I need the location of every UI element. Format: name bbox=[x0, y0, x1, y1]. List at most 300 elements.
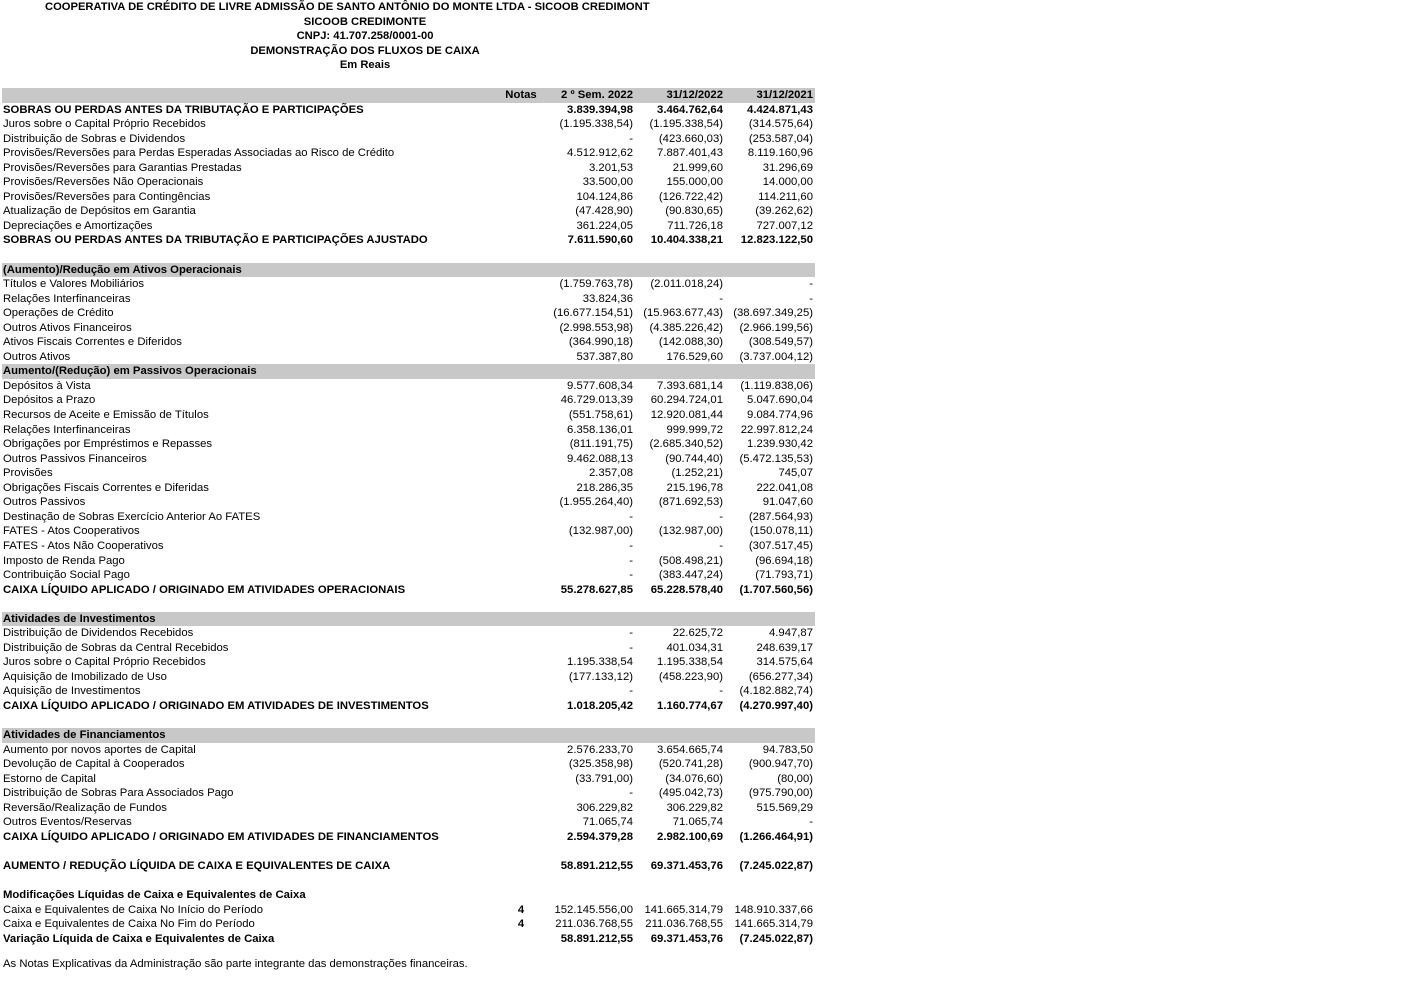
row-notes bbox=[501, 190, 541, 205]
row-value-2sem2022 bbox=[541, 263, 635, 278]
row-notes bbox=[501, 408, 541, 423]
report-currency: Em Reais bbox=[339, 59, 391, 71]
row-value-2sem2022: (33.791,00) bbox=[575, 772, 633, 785]
row-value-31-12-2021: (4.270.997,40) bbox=[739, 699, 813, 712]
row-value-31-12-2022: (2.011.018,24) bbox=[650, 278, 723, 291]
row-value-31-12-2022: (423.660,03) bbox=[658, 132, 723, 145]
row-value-31-12-2021: - bbox=[809, 816, 813, 829]
row-value-31-12-2022 bbox=[635, 844, 725, 859]
row-value-31-12-2022 bbox=[635, 364, 725, 379]
row-label: Obrigações por Empréstimos e Repasses bbox=[3, 438, 213, 451]
row-value-31-12-2022: (1.195.338,54) bbox=[649, 118, 723, 131]
row-label bbox=[2, 874, 501, 889]
row-value-2sem2022: 361.224,05 bbox=[576, 219, 633, 232]
row-label: Obrigações Fiscais Correntes e Diferidas bbox=[3, 481, 209, 494]
row-value-2sem2022: 4.512.912,62 bbox=[567, 147, 633, 160]
row-notes bbox=[501, 335, 541, 350]
row-notes bbox=[501, 117, 541, 132]
total-row bbox=[2, 932, 815, 947]
row-notes bbox=[501, 699, 541, 714]
row-value-2sem2022: (325.358,98) bbox=[568, 758, 633, 771]
row-notes bbox=[501, 597, 541, 612]
row-notes bbox=[501, 670, 541, 685]
row-value-31-12-2021 bbox=[725, 597, 815, 612]
row-value-31-12-2022: (34.076,60) bbox=[665, 772, 723, 785]
row-value-31-12-2022: 69.371.453,76 bbox=[650, 859, 723, 872]
row-value-31-12-2021: 1.239.930,42 bbox=[747, 438, 813, 451]
row-value-31-12-2022: 306.229,82 bbox=[666, 801, 723, 814]
row-notes bbox=[501, 815, 541, 830]
row-label: AUMENTO / REDUÇÃO LÍQUIDA DE CAIXA E EQUIVALENTES DE CAIXA bbox=[3, 859, 391, 872]
spacer-row bbox=[2, 714, 815, 729]
table-row bbox=[2, 190, 815, 205]
row-value-31-12-2022: 2.982.100,69 bbox=[657, 830, 723, 843]
row-label: Juros sobre o Capital Próprio Recebidos bbox=[3, 118, 206, 131]
row-value-31-12-2022 bbox=[635, 597, 725, 612]
row-notes bbox=[501, 743, 541, 758]
spacer-row bbox=[2, 248, 815, 263]
row-value-31-12-2022: 60.294.724,01 bbox=[650, 394, 723, 407]
row-value-31-12-2022 bbox=[635, 714, 725, 729]
footnote: As Notas Explicativas da Administração são parte integrante das demonstrações financeiras. bbox=[3, 958, 468, 970]
row-value-31-12-2022: 21.999,60 bbox=[672, 161, 723, 174]
row-value-31-12-2022: (1.252,21) bbox=[671, 467, 723, 480]
table-row bbox=[2, 917, 815, 932]
row-label: Reversão/Realização de Fundos bbox=[3, 801, 167, 814]
row-value-31-12-2022: (871.692,53) bbox=[658, 496, 723, 509]
row-value-31-12-2022: 7.393.681,14 bbox=[657, 379, 723, 392]
section-header-row bbox=[2, 612, 815, 627]
row-notes bbox=[501, 204, 541, 219]
row-notes bbox=[501, 292, 541, 307]
table-row bbox=[2, 219, 815, 234]
row-notes bbox=[501, 103, 541, 118]
row-label: Outros Passivos Financeiros bbox=[3, 452, 147, 465]
row-label: Destinação de Sobras Exercício Anterior Ao FATES bbox=[3, 510, 261, 523]
row-value-31-12-2022: (15.963.677,43) bbox=[643, 307, 723, 320]
total-row bbox=[2, 699, 815, 714]
row-value-31-12-2022: 12.920.081,44 bbox=[650, 409, 723, 422]
row-value-31-12-2022: 1.160.774,67 bbox=[657, 699, 723, 712]
row-value-2sem2022: - bbox=[629, 627, 633, 640]
table-row bbox=[2, 161, 815, 176]
row-value-2sem2022: 537.387,80 bbox=[576, 350, 633, 363]
row-value-2sem2022 bbox=[541, 597, 635, 612]
row-value-31-12-2022: 1.195.338,54 bbox=[657, 656, 723, 669]
row-value-31-12-2021: 727.007,12 bbox=[756, 219, 813, 232]
row-label: Caixa e Equivalentes de Caixa No Início do Período bbox=[3, 903, 263, 916]
section-header-row bbox=[2, 364, 815, 379]
table-row bbox=[2, 277, 815, 292]
row-value-31-12-2022: (4.385.226,42) bbox=[649, 321, 723, 334]
row-value-2sem2022: 46.729.013,39 bbox=[560, 394, 633, 407]
row-label: Aquisição de Imobilizado de Uso bbox=[3, 670, 167, 683]
row-notes: 4 bbox=[517, 903, 525, 916]
section-header-row bbox=[2, 263, 815, 278]
row-value-2sem2022 bbox=[541, 714, 635, 729]
row-value-2sem2022: 9.462.088,13 bbox=[567, 452, 633, 465]
row-value-31-12-2021: (80,00) bbox=[777, 772, 813, 785]
row-value-2sem2022: 2.357,08 bbox=[589, 467, 633, 480]
row-notes bbox=[501, 277, 541, 292]
row-label: FATES - Atos Cooperativos bbox=[3, 525, 140, 538]
row-label: Aquisição de Investimentos bbox=[3, 685, 141, 698]
row-label: Aumento/(Redução) em Passivos Operacionais bbox=[2, 364, 501, 379]
row-label: FATES - Atos Não Cooperativos bbox=[3, 539, 164, 552]
report-cnpj: CNPJ: 41.707.258/0001-00 bbox=[296, 30, 434, 42]
row-value-31-12-2022: (90.830,65) bbox=[665, 205, 723, 218]
row-notes bbox=[501, 786, 541, 801]
row-value-2sem2022: (16.677.154,51) bbox=[553, 307, 633, 320]
row-value-2sem2022: - bbox=[629, 569, 633, 582]
row-value-31-12-2021 bbox=[725, 888, 815, 903]
row-notes bbox=[501, 684, 541, 699]
row-value-31-12-2022: 211.036.768,55 bbox=[645, 918, 723, 931]
row-value-31-12-2022: - bbox=[719, 539, 723, 552]
header-notes: Notas bbox=[501, 88, 541, 103]
row-value-31-12-2022: (383.447,24) bbox=[658, 569, 723, 582]
row-value-31-12-2021: 314.575,64 bbox=[756, 656, 813, 669]
row-label: Relações Interfinanceiras bbox=[3, 292, 131, 305]
row-label: Provisões/Reversões Não Operacionais bbox=[3, 176, 204, 189]
row-value-31-12-2021: 22.997.812,24 bbox=[740, 423, 813, 436]
row-value-31-12-2021 bbox=[725, 728, 815, 743]
row-label bbox=[2, 248, 501, 263]
row-value-31-12-2022: - bbox=[719, 292, 723, 305]
row-value-31-12-2021: (900.947,70) bbox=[748, 758, 813, 771]
table-row bbox=[2, 350, 815, 365]
row-value-2sem2022: 3.201,53 bbox=[589, 161, 633, 174]
row-value-31-12-2022: (495.042,73) bbox=[658, 787, 723, 800]
row-value-2sem2022: (811.191,75) bbox=[569, 438, 633, 451]
row-value-31-12-2022: 7.887.401,43 bbox=[657, 147, 723, 160]
total-row bbox=[2, 830, 815, 845]
row-label: Atividades de Financiamentos bbox=[2, 728, 501, 743]
table-row bbox=[2, 641, 815, 656]
row-notes bbox=[501, 364, 541, 379]
spacer-row bbox=[2, 597, 815, 612]
row-value-31-12-2021 bbox=[725, 844, 815, 859]
row-value-31-12-2021: (314.575,64) bbox=[748, 118, 813, 131]
row-value-31-12-2021: 148.910.337,66 bbox=[734, 903, 813, 916]
row-label: Títulos e Valores Mobiliários bbox=[3, 278, 145, 291]
row-notes bbox=[501, 932, 541, 947]
row-notes bbox=[501, 641, 541, 656]
row-notes bbox=[501, 263, 541, 278]
row-value-31-12-2021: 31.296,69 bbox=[762, 161, 813, 174]
table-row bbox=[2, 292, 815, 307]
row-value-31-12-2022 bbox=[635, 874, 725, 889]
row-value-31-12-2022: 10.404.338,21 bbox=[650, 234, 723, 247]
row-notes bbox=[501, 161, 541, 176]
row-value-31-12-2021: 222.041,08 bbox=[756, 481, 813, 494]
row-value-31-12-2021: (96.694,18) bbox=[755, 554, 813, 567]
row-value-2sem2022: (132.987,00) bbox=[568, 525, 633, 538]
row-value-31-12-2022: - bbox=[719, 685, 723, 698]
spacer-row bbox=[2, 874, 815, 889]
row-value-2sem2022: 306.229,82 bbox=[576, 801, 633, 814]
row-value-2sem2022: - bbox=[629, 510, 633, 523]
table-row bbox=[2, 175, 815, 190]
table-row bbox=[2, 321, 815, 336]
row-value-2sem2022: 33.500,00 bbox=[582, 176, 633, 189]
row-label: Recursos de Aceite e Emissão de Títulos bbox=[3, 409, 209, 422]
row-value-31-12-2021: (7.245.022,87) bbox=[739, 932, 813, 945]
row-notes: 4 bbox=[517, 918, 525, 931]
row-value-31-12-2021: 5.047.690,04 bbox=[747, 394, 813, 407]
report-title: DEMONSTRAÇÃO DOS FLUXOS DE CAIXA bbox=[250, 44, 480, 57]
row-notes bbox=[501, 132, 541, 147]
row-notes bbox=[501, 495, 541, 510]
table-row bbox=[2, 132, 815, 147]
row-value-31-12-2021: 9.084.774,96 bbox=[747, 409, 813, 422]
row-notes bbox=[501, 510, 541, 525]
row-label: Atividades de Investimentos bbox=[2, 612, 501, 627]
row-value-2sem2022: - bbox=[629, 132, 633, 145]
row-notes bbox=[501, 874, 541, 889]
row-value-31-12-2021 bbox=[725, 612, 815, 627]
row-label: CAIXA LÍQUIDO APLICADO / ORIGINADO EM ATIVIDADES DE INVESTIMENTOS bbox=[3, 699, 429, 712]
row-value-31-12-2021: (308.549,57) bbox=[748, 336, 813, 349]
row-value-31-12-2022: (508.498,21) bbox=[658, 554, 723, 567]
row-value-31-12-2022: (520.741,28) bbox=[658, 758, 723, 771]
row-notes bbox=[501, 539, 541, 554]
row-value-2sem2022: (177.133,12) bbox=[568, 670, 633, 683]
row-value-2sem2022: - bbox=[629, 787, 633, 800]
row-value-31-12-2022: 711.726,18 bbox=[667, 219, 723, 232]
row-notes bbox=[501, 437, 541, 452]
row-label: Modificações Líquidas de Caixa e Equivalentes de Caixa bbox=[3, 889, 306, 902]
row-notes bbox=[501, 233, 541, 248]
row-value-2sem2022: (364.990,18) bbox=[568, 336, 633, 349]
row-value-31-12-2021: (656.277,34) bbox=[748, 670, 813, 683]
row-value-2sem2022: - bbox=[629, 685, 633, 698]
row-value-31-12-2022: 69.371.453,76 bbox=[650, 932, 723, 945]
row-notes bbox=[501, 393, 541, 408]
row-value-31-12-2022: 176.529,60 bbox=[666, 350, 723, 363]
row-value-2sem2022 bbox=[541, 248, 635, 263]
row-value-31-12-2021: 94.783,50 bbox=[762, 743, 813, 756]
row-value-31-12-2022 bbox=[635, 248, 725, 263]
table-row bbox=[2, 437, 815, 452]
row-label: Devolução de Capital à Cooperados bbox=[3, 758, 185, 771]
row-label: Juros sobre o Capital Próprio Recebidos bbox=[3, 656, 206, 669]
header-col-31-12-2021: 31/12/2021 bbox=[725, 88, 815, 103]
table-row bbox=[2, 539, 815, 554]
table-row bbox=[2, 204, 815, 219]
row-value-2sem2022 bbox=[541, 844, 635, 859]
row-label: Provisões/Reversões para Garantias Prestadas bbox=[3, 161, 242, 174]
row-notes bbox=[501, 466, 541, 481]
row-label: Operações de Crédito bbox=[3, 307, 114, 320]
table-row bbox=[2, 393, 815, 408]
report-company-name: COOPERATIVA DE CRÉDITO DE LIVRE ADMISSÃO DE SANTO ANTÔNIO DO MONTE LTDA - SICOOB CREDIMONT bbox=[45, 1, 650, 13]
row-notes bbox=[501, 612, 541, 627]
row-notes bbox=[501, 655, 541, 670]
row-value-31-12-2021: 91.047,60 bbox=[762, 496, 813, 509]
row-value-2sem2022: (1.955.264,40) bbox=[559, 496, 633, 509]
table-row bbox=[2, 466, 815, 481]
row-label: CAIXA LÍQUIDO APLICADO / ORIGINADO EM ATIVIDADES DE FINANCIAMENTOS bbox=[3, 830, 439, 843]
row-value-31-12-2021: (307.517,45) bbox=[748, 539, 813, 552]
row-value-2sem2022: 3.839.394,98 bbox=[567, 103, 633, 116]
row-value-31-12-2022: 401.034,31 bbox=[666, 641, 723, 654]
table-row bbox=[2, 757, 815, 772]
row-value-31-12-2021: 515.569,29 bbox=[756, 801, 813, 814]
row-value-31-12-2021: 114.211,60 bbox=[758, 190, 813, 203]
header-col-31-12-2022: 31/12/2022 bbox=[635, 88, 725, 103]
row-value-2sem2022 bbox=[541, 364, 635, 379]
header-label-cell bbox=[2, 88, 501, 103]
row-notes bbox=[501, 888, 541, 903]
header-col-2sem2022: 2 º Sem. 2022 bbox=[541, 88, 635, 103]
row-notes bbox=[501, 554, 541, 569]
row-value-31-12-2022: 999.999,72 bbox=[666, 423, 723, 436]
row-value-2sem2022: (2.998.553,98) bbox=[559, 321, 633, 334]
row-value-31-12-2021: (150.078,11) bbox=[749, 525, 813, 538]
row-label bbox=[2, 714, 501, 729]
row-value-31-12-2021: 12.823.122,50 bbox=[740, 234, 813, 247]
row-label: Contribuição Social Pago bbox=[3, 569, 130, 582]
row-label: Distribuição de Sobras da Central Recebidos bbox=[3, 641, 229, 654]
table-row bbox=[2, 655, 815, 670]
row-notes bbox=[501, 452, 541, 467]
row-label: CAIXA LÍQUIDO APLICADO / ORIGINADO EM ATIVIDADES OPERACIONAIS bbox=[3, 583, 406, 596]
row-value-31-12-2021: (39.262,62) bbox=[755, 205, 813, 218]
row-value-2sem2022: 218.286,35 bbox=[576, 481, 633, 494]
row-notes bbox=[501, 219, 541, 234]
row-value-31-12-2021: 745,07 bbox=[778, 467, 813, 480]
row-value-31-12-2022 bbox=[635, 728, 725, 743]
total-row bbox=[2, 888, 815, 903]
row-notes bbox=[501, 321, 541, 336]
row-value-31-12-2022 bbox=[635, 888, 725, 903]
row-value-31-12-2021 bbox=[725, 714, 815, 729]
row-notes bbox=[501, 350, 541, 365]
row-value-2sem2022: - bbox=[629, 641, 633, 654]
row-value-2sem2022 bbox=[541, 874, 635, 889]
row-label: Estorno de Capital bbox=[3, 772, 96, 785]
row-label: Outros Eventos/Reservas bbox=[3, 816, 132, 829]
row-value-31-12-2021: 4.947,87 bbox=[769, 627, 813, 640]
row-notes bbox=[501, 844, 541, 859]
row-value-31-12-2021: (3.737.004,12) bbox=[739, 350, 813, 363]
total-row bbox=[2, 233, 815, 248]
row-value-2sem2022: (1.195.338,54) bbox=[559, 118, 633, 131]
row-notes bbox=[501, 714, 541, 729]
row-value-31-12-2022: (2.685.340,52) bbox=[649, 438, 723, 451]
table-row bbox=[2, 481, 815, 496]
table-row bbox=[2, 903, 815, 918]
row-label: SOBRAS OU PERDAS ANTES DA TRIBUTAÇÃO E PARTICIPAÇÕES AJUSTADO bbox=[3, 234, 428, 247]
row-value-31-12-2021 bbox=[725, 364, 815, 379]
table-row bbox=[2, 670, 815, 685]
row-label: Atualização de Depósitos em Garantia bbox=[3, 205, 196, 218]
table-row bbox=[2, 423, 815, 438]
table-row bbox=[2, 684, 815, 699]
row-notes bbox=[501, 859, 541, 874]
row-notes bbox=[501, 175, 541, 190]
row-value-2sem2022: (551.758,61) bbox=[568, 409, 633, 422]
row-value-31-12-2022: 3.464.762,64 bbox=[657, 103, 723, 116]
row-notes bbox=[501, 830, 541, 845]
cash-flow-table bbox=[2, 88, 815, 946]
row-value-2sem2022: 58.891.212,55 bbox=[560, 932, 633, 945]
row-value-31-12-2021: 8.119.160,96 bbox=[747, 147, 813, 160]
row-notes bbox=[501, 481, 541, 496]
row-value-2sem2022: - bbox=[629, 539, 633, 552]
section-header-row bbox=[2, 728, 815, 743]
row-value-31-12-2022: 65.228.578,40 bbox=[650, 583, 723, 596]
row-label: (Aumento)/Redução em Ativos Operacionais bbox=[2, 263, 501, 278]
row-label: Provisões bbox=[3, 467, 53, 480]
table-row bbox=[2, 568, 815, 583]
row-notes bbox=[501, 583, 541, 598]
row-value-2sem2022: 1.018.205,42 bbox=[567, 699, 633, 712]
table-row bbox=[2, 801, 815, 816]
row-label: Depreciações e Amortizações bbox=[3, 219, 153, 232]
row-label: Provisões/Reversões para Perdas Esperadas Associadas ao Risco de Crédito bbox=[3, 147, 395, 160]
table-row bbox=[2, 452, 815, 467]
table-row bbox=[2, 408, 815, 423]
table-row bbox=[2, 815, 815, 830]
row-notes bbox=[501, 379, 541, 394]
row-label: Outros Ativos bbox=[3, 350, 71, 363]
table-row bbox=[2, 743, 815, 758]
row-label: Caixa e Equivalentes de Caixa No Fim do Período bbox=[3, 918, 255, 931]
total-row bbox=[2, 103, 815, 118]
row-label bbox=[2, 597, 501, 612]
row-label: Outros Ativos Financeiros bbox=[3, 321, 132, 334]
table-row bbox=[2, 786, 815, 801]
row-value-2sem2022: 9.577.608,34 bbox=[567, 379, 633, 392]
row-notes bbox=[501, 772, 541, 787]
row-value-31-12-2022: 141.665.314,79 bbox=[644, 903, 723, 916]
row-value-31-12-2021: - bbox=[809, 278, 813, 291]
row-value-31-12-2022: 155.000,00 bbox=[666, 176, 723, 189]
table-row bbox=[2, 524, 815, 539]
row-label: Depósitos à Vista bbox=[3, 379, 91, 392]
row-value-31-12-2021: (71.793,71) bbox=[755, 569, 813, 582]
table-row bbox=[2, 117, 815, 132]
row-label: Relações Interfinanceiras bbox=[3, 423, 131, 436]
row-value-31-12-2021: 141.665.314,79 bbox=[734, 918, 813, 931]
row-value-2sem2022: (47.428,90) bbox=[575, 205, 633, 218]
row-notes bbox=[501, 757, 541, 772]
table-row bbox=[2, 335, 815, 350]
row-value-2sem2022: 55.278.627,85 bbox=[560, 583, 633, 596]
row-notes bbox=[501, 423, 541, 438]
row-value-31-12-2021: (975.790,00) bbox=[748, 787, 813, 800]
row-value-31-12-2021: (5.472.135,53) bbox=[739, 452, 813, 465]
row-value-2sem2022: 104.124,86 bbox=[576, 190, 633, 203]
table-row bbox=[2, 626, 815, 641]
row-value-31-12-2022: (132.987,00) bbox=[658, 525, 723, 538]
row-value-2sem2022: 2.594.379,28 bbox=[567, 830, 633, 843]
row-value-2sem2022: 58.891.212,55 bbox=[560, 859, 633, 872]
row-notes bbox=[501, 306, 541, 321]
row-label: Variação Líquida de Caixa e Equivalentes de Caixa bbox=[3, 932, 275, 945]
row-value-31-12-2021 bbox=[725, 248, 815, 263]
row-value-2sem2022 bbox=[541, 612, 635, 627]
row-label: Distribuição de Dividendos Recebidos bbox=[3, 627, 194, 640]
row-value-31-12-2021: (4.182.882,74) bbox=[739, 685, 813, 698]
row-value-2sem2022: 2.576.233,70 bbox=[567, 743, 633, 756]
row-label: Depósitos a Prazo bbox=[3, 394, 96, 407]
row-value-2sem2022: 33.824,36 bbox=[582, 292, 633, 305]
row-value-2sem2022: 71.065,74 bbox=[582, 816, 633, 829]
table-header-row bbox=[2, 88, 815, 103]
